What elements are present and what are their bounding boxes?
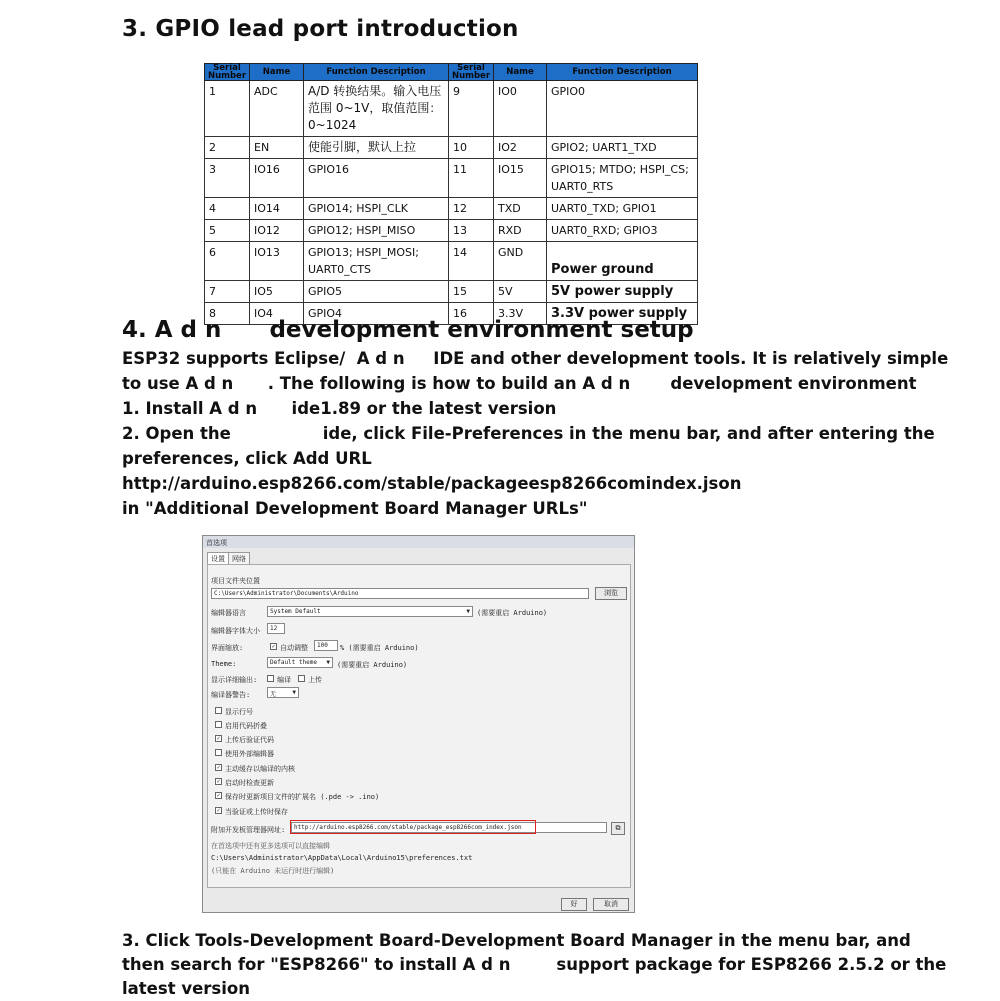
header-serial-number: Serial Number: [205, 64, 250, 81]
option-label-3: 使用外部编辑器: [225, 750, 274, 758]
table-cell: GPIO0: [547, 81, 698, 137]
table-cell: GPIO4: [304, 303, 449, 325]
preferences-window: [202, 535, 635, 913]
header-name: Name: [250, 64, 304, 81]
ok-button[interactable]: 好: [561, 898, 587, 911]
header-function-description: Function Description: [304, 64, 449, 81]
option-checkbox-7[interactable]: ✓: [216, 807, 221, 814]
step-2-line: 2. Open the ide, click File-Preferences in the menu bar, and after entering the: [122, 424, 935, 443]
table-cell: A/D 转换结果。输入电压范围 0~1V，取值范围：0~1024: [304, 81, 449, 137]
window-icon[interactable]: ⧉: [611, 822, 625, 835]
table-cell: 9: [449, 81, 494, 137]
verbose-compile-label: 编译: [277, 676, 291, 684]
header-function-description-2: Function Description: [547, 64, 698, 81]
section-3-heading: 3. GPIO lead port introduction: [122, 16, 519, 42]
window-titlebar: [203, 536, 634, 548]
table-cell: IO15: [494, 159, 547, 198]
theme-value: Default theme: [270, 659, 317, 666]
table-cell: 使能引脚，默认上拉: [304, 137, 449, 159]
table-cell: 3.3V power supply: [547, 303, 698, 325]
option-label-4: 主动缓存以编译的内核: [225, 765, 295, 773]
option-label-0: 显示行号: [225, 708, 253, 716]
step-2-line-2: preferences, click Add URL: [122, 449, 372, 468]
option-checkbox-4[interactable]: ✓: [216, 764, 221, 771]
table-cell: Power ground: [547, 242, 698, 281]
intro-line-2: to use A d n . The following is how to build an A d n development environment: [122, 374, 917, 393]
table-cell: UART0_RXD; GPIO3: [547, 220, 698, 242]
section-4-heading: 4. A d n development environment setup: [122, 317, 694, 343]
theme-label: Theme:: [211, 660, 237, 668]
scale-input[interactable]: 100: [314, 640, 338, 651]
table-cell: GPIO2; UART1_TXD: [547, 137, 698, 159]
auto-adjust-label: 自动调整: [280, 644, 308, 652]
table-cell: 5: [205, 220, 250, 242]
prefs-file-path[interactable]: C:\Users\Administrator\AppData\Local\Arduino15\preferences.txt: [211, 854, 473, 862]
editor-language-value: System Default: [270, 608, 321, 615]
table-cell: GPIO15; MTDO; HSPI_CS; UART0_RTS: [547, 159, 698, 198]
cancel-button[interactable]: 取消: [593, 898, 629, 911]
intro-line-1: ESP32 supports Eclipse/ A d n IDE and other development tools. It is relatively simple: [122, 349, 949, 368]
theme-select[interactable]: [267, 657, 333, 668]
table-row: [205, 81, 698, 137]
table-row: [205, 198, 698, 220]
table-cell: IO13: [250, 242, 304, 281]
tab-settings[interactable]: 设置: [207, 552, 229, 564]
table-cell: 1: [205, 81, 250, 137]
scale-suffix: % (需要重启 Arduino): [340, 644, 419, 652]
edit-note: (只能在 Arduino 未运行时进行编辑): [211, 867, 335, 875]
table-cell: GPIO16: [304, 159, 449, 198]
table-cell: 5V: [494, 281, 547, 303]
table-row: [205, 281, 698, 303]
boards-url-input[interactable]: http://arduino.esp8266.com/stable/package_esp8266com_index.json: [291, 822, 607, 833]
header-name-2: Name: [494, 64, 547, 81]
option-checkbox-0[interactable]: [215, 707, 222, 714]
restart-note-1: (需要重启 Arduino): [477, 609, 548, 617]
editor-language-select[interactable]: [267, 606, 473, 617]
table-cell: 3: [205, 159, 250, 198]
more-prefs-note: 在首选项中还有更多选项可以直接编辑: [211, 842, 330, 850]
table-cell: 14: [449, 242, 494, 281]
chevron-down-icon: ▼: [466, 608, 470, 615]
table-row: [205, 242, 698, 281]
window-title: 首选项: [206, 539, 227, 547]
step-1-line: 1. Install A d n ide1.89 or the latest version: [122, 399, 557, 418]
table-cell: TXD: [494, 198, 547, 220]
table-cell: 10: [449, 137, 494, 159]
sketchbook-label: 项目文件夹位置: [211, 577, 260, 585]
option-label-2: 上传后验证代码: [225, 736, 274, 744]
font-size-input[interactable]: 12: [267, 623, 285, 634]
sketchbook-path-input[interactable]: C:\Users\Administrator\Documents\Arduino: [211, 588, 589, 599]
warnings-select[interactable]: [267, 687, 299, 698]
chevron-down-icon: ▼: [292, 689, 296, 696]
header-serial-number-2: Serial Number: [449, 64, 494, 81]
table-cell: RXD: [494, 220, 547, 242]
board-url-line: http://arduino.esp8266.com/stable/packageesp8266comindex.json: [122, 474, 742, 493]
option-checkbox-1[interactable]: [215, 721, 222, 728]
option-label-1: 启用代码折叠: [225, 722, 267, 730]
chevron-down-icon: ▼: [326, 659, 330, 666]
verbose-upload-checkbox[interactable]: [298, 675, 305, 682]
option-label-5: 启动时检查更新: [225, 779, 274, 787]
table-cell: GPIO13; HSPI_MOSI; UART0_CTS: [304, 242, 449, 281]
verbose-label: 显示详细输出:: [211, 676, 258, 684]
table-cell: 2: [205, 137, 250, 159]
table-cell: IO2: [494, 137, 547, 159]
table-cell: EN: [250, 137, 304, 159]
table-cell: IO0: [494, 81, 547, 137]
table-cell: 11: [449, 159, 494, 198]
step-3-line-3: latest version: [122, 979, 250, 998]
table-cell: 7: [205, 281, 250, 303]
table-row: [205, 137, 698, 159]
table-cell: GPIO5: [304, 281, 449, 303]
restart-note-2: (需要重启 Arduino): [337, 661, 408, 669]
option-checkbox-6[interactable]: ✓: [216, 792, 221, 799]
table-cell: ADC: [250, 81, 304, 137]
table-cell: IO14: [250, 198, 304, 220]
table-cell: IO4: [250, 303, 304, 325]
auto-adjust-checkbox[interactable]: ✓: [271, 643, 276, 650]
table-cell: 16: [449, 303, 494, 325]
warnings-label: 编译器警告:: [211, 691, 251, 699]
table-cell: 8: [205, 303, 250, 325]
table-cell: 13: [449, 220, 494, 242]
table-cell: 3.3V: [494, 303, 547, 325]
table-cell: 15: [449, 281, 494, 303]
table-cell: 4: [205, 198, 250, 220]
gpio-table: [204, 63, 698, 325]
option-label-7: 当验证或上传时保存: [225, 808, 288, 816]
table-cell: 5V power supply: [547, 281, 698, 303]
table-row: [205, 220, 698, 242]
table-cell: GPIO14; HSPI_CLK: [304, 198, 449, 220]
url-highlight-box: [290, 820, 536, 834]
verbose-upload-label: 上传: [308, 676, 322, 684]
board-url-target-line: in "Additional Development Board Manager URLs": [122, 499, 588, 518]
option-label-6: 保存时更新项目文件的扩展名 (.pde -> .ino): [225, 793, 380, 801]
warnings-value: 无: [270, 691, 277, 698]
gpio-table-header-row: [205, 64, 698, 81]
table-cell: 12: [449, 198, 494, 220]
font-size-label: 编辑器字体大小: [211, 627, 260, 635]
table-row: [205, 159, 698, 198]
option-checkbox-2[interactable]: ✓: [216, 735, 221, 742]
table-cell: IO16: [250, 159, 304, 198]
browse-button[interactable]: 浏览: [595, 587, 627, 600]
editor-language-label: 编辑器语言: [211, 609, 246, 617]
table-cell: 6: [205, 242, 250, 281]
step-3-line-2: then search for "ESP8266" to install A d n support package for ESP8266 2.5.2 or the: [122, 955, 947, 974]
option-checkbox-3[interactable]: [215, 749, 222, 756]
boards-url-label: 附加开发板管理器网址:: [211, 826, 286, 834]
tab-network[interactable]: 网络: [228, 552, 250, 564]
table-cell: GND: [494, 242, 547, 281]
table-cell: IO5: [250, 281, 304, 303]
table-cell: IO12: [250, 220, 304, 242]
verbose-compile-checkbox[interactable]: [267, 675, 274, 682]
table-cell: GPIO12; HSPI_MISO: [304, 220, 449, 242]
option-checkbox-5[interactable]: ✓: [216, 778, 221, 785]
table-cell: UART0_TXD; GPIO1: [547, 198, 698, 220]
scale-label: 界面缩放:: [211, 644, 244, 652]
step-3-line-1: 3. Click Tools-Development Board-Development Board Manager in the menu bar, and: [122, 931, 911, 950]
